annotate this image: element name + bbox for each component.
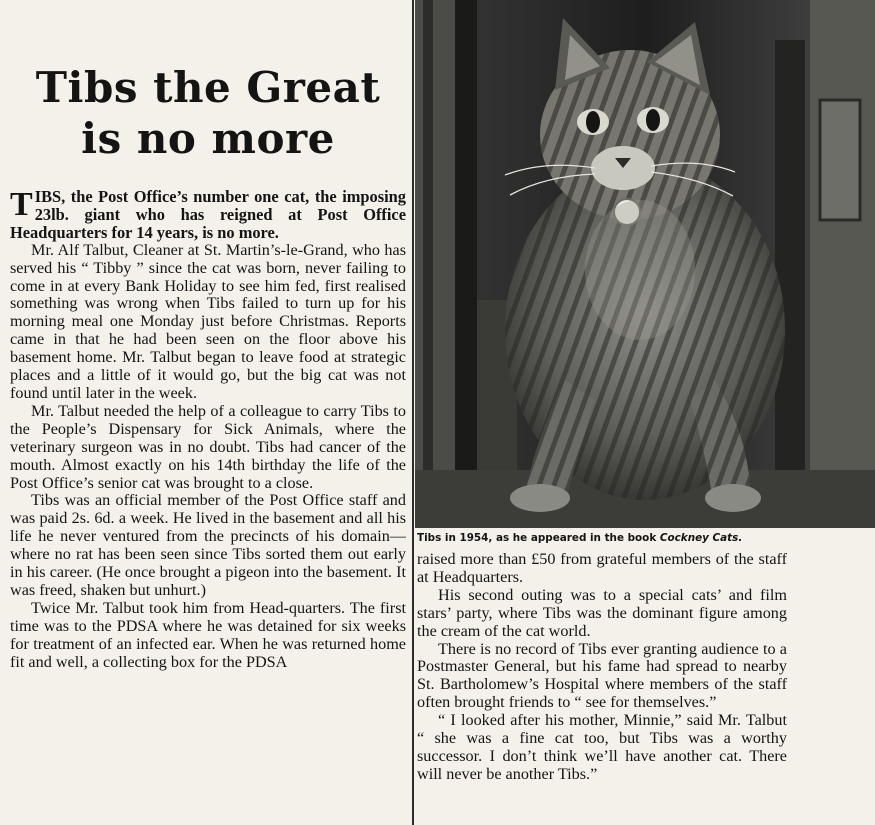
left-column bbox=[10, 0, 406, 825]
cat-photo-illustration bbox=[415, 0, 875, 528]
drop-cap: T bbox=[10, 186, 33, 223]
lead-text: IBS, the Post Office’s number one cat, the imposing 23lb. giant who has reigned at Post Office Headquarters for 14 years, is no more. bbox=[10, 187, 406, 242]
photo-caption bbox=[417, 531, 873, 545]
caption-text: Tibs in 1954, as he appeared in the book bbox=[417, 532, 660, 544]
headline-line-1: Tibs the Great bbox=[35, 63, 381, 112]
paragraph: Twice Mr. Talbut took him from Head-quarters. The first time was to the PDSA where he was detained for six weeks for treatment of an infected ear. When he was returned home fit and well, a collecting box for the PDSA bbox=[10, 598, 406, 671]
headline bbox=[10, 62, 406, 164]
paragraph: “ I looked after his mother, Minnie,” said Mr. Talbut “ she was a fine cat too, but Tibs was a worthy successor. I don’t think we’ll have another cat. There will never be another Tibs.” bbox=[417, 711, 787, 783]
article-body-left bbox=[10, 188, 406, 671]
headline-line-2: is no more bbox=[81, 114, 335, 163]
continuation-paragraph: raised more than £50 from grateful members of the staff at Headquarters. bbox=[417, 550, 787, 586]
paragraph: There is no record of Tibs ever granting audience to a Postmaster General, but his fame had spread to nearby St. Bartholomew’s Hospital where members of the staff often brought friends to “ see for themselves.” bbox=[417, 639, 787, 712]
paragraph: His second outing was to a special cats’ and film stars’ party, where Tibs was the dominant figure among the cream of the cat world. bbox=[417, 585, 787, 640]
caption-book-title: Cockney Cats. bbox=[659, 532, 743, 544]
lead-paragraph bbox=[10, 188, 406, 242]
article-body-right bbox=[417, 551, 787, 784]
paragraph: Tibs was an official member of the Post Office staff and was paid 2s. 6d. a week. He lived in the basement and all his life he never ventured from the precincts of his domain—where no rat has been seen since Tibs sorted them out early in his career. (He once brought a pigeon into the basement. It was freed, shaken but unhurt.) bbox=[10, 491, 406, 599]
column-divider bbox=[412, 0, 414, 825]
paragraph: Mr. Talbut needed the help of a colleague to carry Tibs to the People’s Dispensary for Sick Animals, where the veterinary surgeon was in no doubt. Tibs had cancer of the mouth. Almost exactly on his 14th birthday the life of the Post Office’s senior cat was brought to a close. bbox=[10, 401, 406, 492]
paragraph: Mr. Alf Talbut, Cleaner at St. Martin’s-le-Grand, who has served his “ Tibby ” since the cat was born, never failing to come in at every Bank Holiday to see him fed, first realised something was wrong when Tibs failed to turn up for his morning meal one Monday just before Christmas. Reports came in that he had been seen on the floor above his basement home. Mr. Talbut began to leave food at strategic places and a little of it would go, but the big cat was not found until later in the week. bbox=[10, 240, 406, 402]
cat-photo bbox=[415, 0, 875, 528]
